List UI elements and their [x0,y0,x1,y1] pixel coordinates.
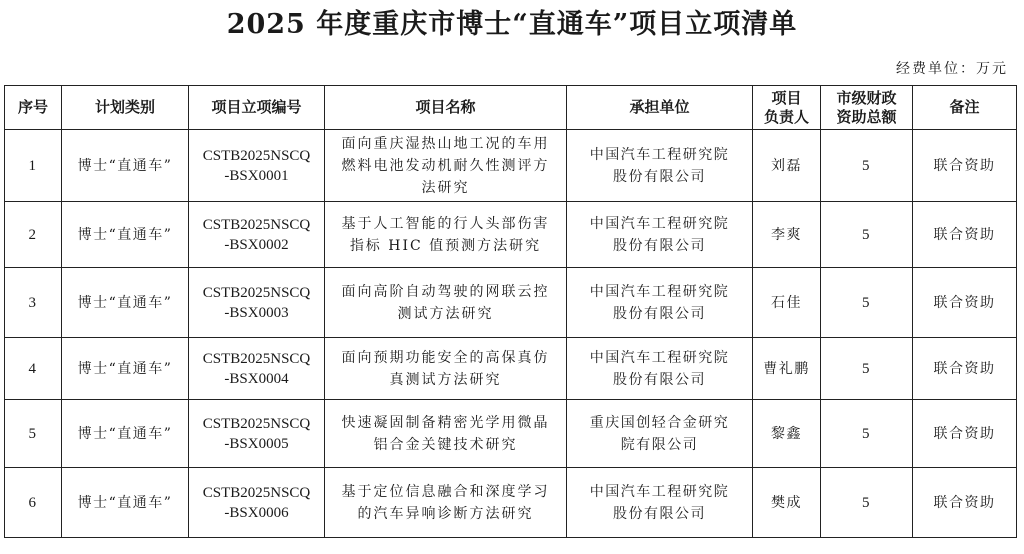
table-row [5,130,1017,202]
cell-org [567,268,753,338]
cell-leader: 刘磊 [753,130,821,202]
cell-leader: 樊成 [753,468,821,538]
cell-code [189,202,325,268]
cell-name-line2: 指标 HIC 值预测方法研究 [349,237,542,254]
header-leader [753,86,821,130]
cell-code-line2: -BSX0003 [224,304,289,321]
cell-note: 联合资助 [913,202,1017,268]
table-row [5,268,1017,338]
cell-name [325,400,567,468]
cell-org-line1: 中国汽车工程研究院 [589,283,730,300]
cell-category: 博士“直通车” [62,202,189,268]
cell-org-line2: 股份有限公司 [613,305,706,322]
table-row [5,400,1017,468]
cell-code [189,268,325,338]
cell-code-line2: -BSX0006 [224,504,289,521]
cell-note: 联合资助 [913,338,1017,400]
cell-amount: 5 [821,202,913,268]
cell-code-line2: -BSX0001 [224,167,289,184]
cell-code [189,400,325,468]
cell-code-line2: -BSX0002 [224,236,289,253]
cell-code-line2: -BSX0005 [224,435,289,452]
cell-name-line2: 铝合金关键技术研究 [373,436,518,453]
header-org: 承担单位 [567,86,753,130]
cell-note: 联合资助 [913,468,1017,538]
cell-code-line1: CSTB2025NSCQ [202,484,311,501]
cell-org-line1: 重庆国创轻合金研究 [589,414,730,431]
cell-org [567,338,753,400]
cell-code [189,338,325,400]
cell-seq: 5 [5,400,62,468]
cell-category: 博士“直通车” [62,130,189,202]
cell-amount: 5 [821,338,913,400]
cell-org [567,468,753,538]
cell-code-line1: CSTB2025NSCQ [202,216,311,233]
cell-amount: 5 [821,130,913,202]
cell-name-line2: 的汽车异响诊断方法研究 [357,505,534,522]
cell-category: 博士“直通车” [62,468,189,538]
cell-seq: 3 [5,268,62,338]
cell-org [567,400,753,468]
cell-note: 联合资助 [913,268,1017,338]
header-name: 项目名称 [325,86,567,130]
cell-org-line1: 中国汽车工程研究院 [589,146,730,163]
table-row [5,202,1017,268]
document-title: 2025 年度重庆市博士“直通车”项目立项清单 [226,9,798,40]
cell-note: 联合资助 [913,400,1017,468]
cell-category: 博士“直通车” [62,400,189,468]
cell-name [325,130,567,202]
cell-code-line1: CSTB2025NSCQ [202,284,311,301]
unit-note: 经费单位：万元 [896,61,1008,77]
header-fund [821,86,913,130]
cell-leader: 黎鑫 [753,400,821,468]
cell-name [325,338,567,400]
cell-name-line1: 面向重庆湿热山地工况的车用 [341,135,550,152]
cell-category: 博士“直通车” [62,338,189,400]
header-fund-line2: 资助总额 [836,107,897,126]
cell-seq: 6 [5,468,62,538]
cell-org-line1: 中国汽车工程研究院 [589,215,730,232]
cell-name-line2: 真测试方法研究 [389,371,502,388]
cell-code [189,130,325,202]
cell-name [325,268,567,338]
cell-org-line2: 股份有限公司 [613,237,706,254]
cell-org-line2: 院有限公司 [620,436,699,453]
cell-name [325,202,567,268]
header-note: 备注 [913,86,1017,130]
cell-code [189,468,325,538]
cell-name-line1: 快速凝固制备精密光学用微晶 [341,414,550,431]
table-row [5,468,1017,538]
cell-org-line2: 股份有限公司 [613,168,706,185]
cell-amount: 5 [821,268,913,338]
cell-leader: 曹礼鹏 [753,338,821,400]
cell-name-line1: 基于人工智能的行人头部伤害 [341,215,550,232]
header-category: 计划类别 [62,86,189,130]
cell-seq: 2 [5,202,62,268]
header-seq: 序号 [5,86,62,130]
cell-name [325,468,567,538]
cell-note: 联合资助 [913,130,1017,202]
cell-name-line1: 基于定位信息融合和深度学习 [341,483,550,500]
cell-name-line2: 测试方法研究 [397,305,494,322]
cell-code-line1: CSTB2025NSCQ [202,415,311,432]
header-code: 项目立项编号 [189,86,325,130]
cell-category: 博士“直通车” [62,268,189,338]
header-leader-line1: 项目 [771,88,802,107]
header-fund-line1: 市级财政 [836,88,897,107]
cell-org-line1: 中国汽车工程研究院 [589,483,730,500]
cell-code-line1: CSTB2025NSCQ [202,147,311,164]
table-row [5,338,1017,400]
cell-leader: 李爽 [753,202,821,268]
cell-name-line1: 面向高阶自动驾驶的网联云控 [341,283,550,300]
cell-seq: 4 [5,338,62,400]
cell-name-line2: 燃料电池发动机耐久性测评方 [341,157,550,174]
cell-org-line2: 股份有限公司 [613,505,706,522]
header-leader-line2: 负责人 [763,107,809,126]
table-header-row [5,86,1017,130]
cell-code-line1: CSTB2025NSCQ [202,350,311,367]
cell-leader: 石佳 [753,268,821,338]
cell-org [567,130,753,202]
cell-org [567,202,753,268]
cell-amount: 5 [821,400,913,468]
project-list-table [4,85,1017,538]
cell-org-line1: 中国汽车工程研究院 [589,349,730,366]
cell-org-line2: 股份有限公司 [613,371,706,388]
cell-name-line3: 法研究 [421,179,470,196]
cell-amount: 5 [821,468,913,538]
cell-name-line1: 面向预期功能安全的高保真仿 [341,349,550,366]
cell-code-line2: -BSX0004 [224,370,289,387]
cell-seq: 1 [5,130,62,202]
